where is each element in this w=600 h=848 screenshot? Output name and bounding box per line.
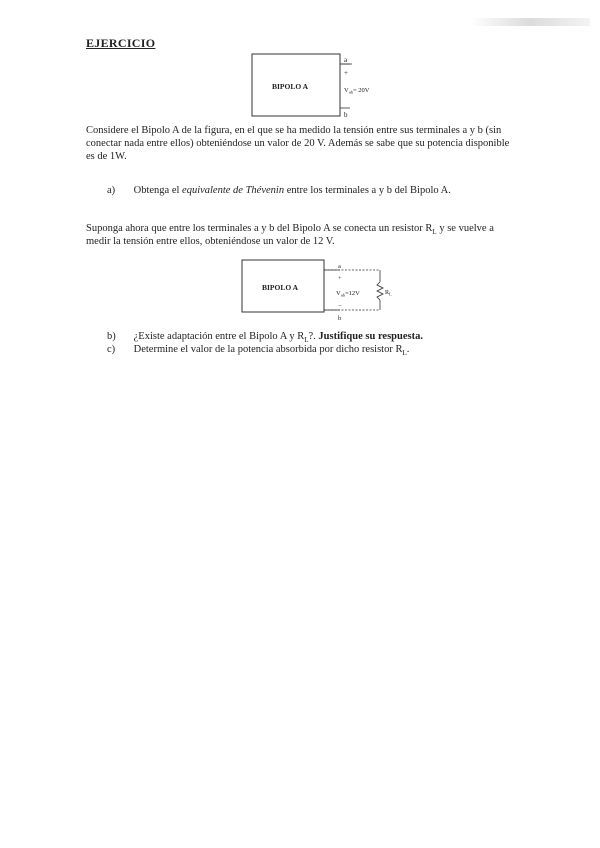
question-c-text: Determine el valor de la potencia absorbida por dicho resistor R [133,344,403,355]
context-line-2: medir la tensión entre ellos, obteniéndose un valor de 12 V. [86,236,335,247]
question-b-q: ?. [308,331,316,342]
question-b-sub: L [304,336,309,345]
question-a-text-start: Obtenga el [133,185,180,196]
question-b-text: ¿Existe adaptación entre el Bipolo A y R [133,331,305,342]
figure-bipolo-open [250,52,410,124]
bipolo-box-label: BIPOLO A [272,82,309,91]
resistor-label: $R_L$ [385,290,392,297]
page-title: EJERCICIO [86,36,156,50]
plus-sign: + [344,69,348,77]
scan-artifact [470,18,590,26]
question-b-bold: Justifique su respuesta. [318,331,423,342]
question-a-label: a) [107,185,116,196]
question-c-sub: L [402,349,407,358]
question-c-end: . [406,344,410,355]
terminal-a-label: a [344,56,348,64]
question-a-text-end: entre los terminales a y b del Bipolo A. [286,185,451,196]
voltage-label: $V_{ab}=12V$ [336,290,360,298]
question-a [107,184,451,197]
question-c-label: c) [107,344,116,355]
terminal-b-label: b [344,111,348,119]
question-b-label: b) [107,331,116,342]
terminal-b-label: b [338,315,342,322]
question-a-italic: equivalente de Thévenin [182,185,285,196]
bipolo-box-label: BIPOLO A [262,283,299,292]
minus-sign: − [338,303,342,310]
figure-bipolo-loaded [240,254,410,326]
intro-line-2: conectar nada entre ellos) obteniéndose un valor de 20 V. Además se sabe que su potencia disponible [86,138,510,149]
terminal-a-label: a [338,263,341,270]
plus-sign: + [338,275,342,282]
resistor-zigzag [377,282,383,300]
intro-line-1: Considere el Bipolo A de la figura, en el que se ha medido la tensión entre sus terminales a y b (sin [86,125,502,136]
question-c [107,343,409,360]
context-line-1: Suponga ahora que entre los terminales a y b del Bipolo A se conecta un resistor $R_L$ y se vuelve a [86,223,494,237]
intro-line-3: es de 1W. [86,151,127,162]
voltage-label: $V_{ab}= 20V$ [344,87,370,95]
